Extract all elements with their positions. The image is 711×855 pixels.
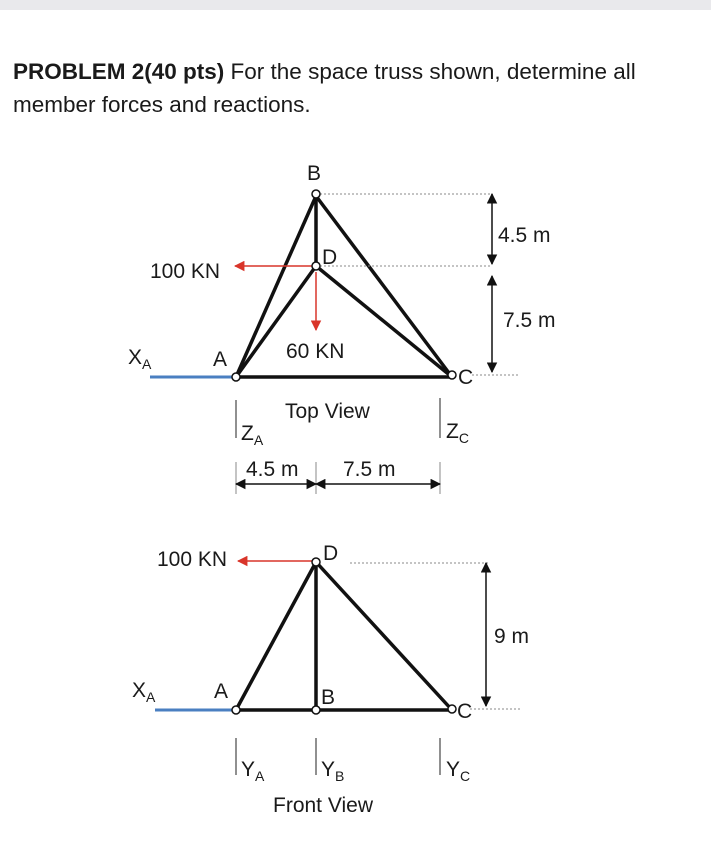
reaction-zc: $Z_C$ xyxy=(446,420,469,446)
reaction-yc: $Y_C$ xyxy=(446,758,471,784)
node-d-front xyxy=(312,558,320,566)
node-c-front xyxy=(448,705,456,713)
reaction-xa-front: $X_A$ xyxy=(132,679,156,705)
member-ad-front xyxy=(236,562,316,710)
label-a-front: A xyxy=(214,680,229,703)
top-view xyxy=(128,162,556,494)
label-b-front: B xyxy=(321,686,336,709)
caption-top-view: Top View xyxy=(285,400,370,423)
node-b-front xyxy=(312,706,320,714)
reaction-ya: $Y_A$ xyxy=(241,758,265,784)
reaction-za: $Z_A$ xyxy=(241,422,264,448)
dim-4-5m-horizontal: 4.5 m xyxy=(246,458,299,481)
dim-7-5m-horizontal: 7.5 m xyxy=(343,458,396,481)
force-100kn-label-top: 100 KN xyxy=(150,260,221,283)
label-c-front: C xyxy=(457,700,473,723)
reaction-yb: $Y_B$ xyxy=(321,758,345,784)
node-a-top xyxy=(232,373,240,381)
node-b-top xyxy=(312,190,320,198)
force-60kn-label: 60 KN xyxy=(286,340,345,363)
node-d-top xyxy=(312,262,320,270)
label-d-top: D xyxy=(322,246,338,269)
reaction-xa-top: $X_A$ xyxy=(128,346,152,372)
problem-text: For the space truss shown, determine all member forces and reactions. xyxy=(13,59,636,117)
node-a-front xyxy=(232,706,240,714)
caption-front-view: Front View xyxy=(273,794,373,817)
problem-label: PROBLEM 2(40 pts) xyxy=(13,59,225,84)
force-100kn-label-front: 100 KN xyxy=(157,548,228,571)
dim-7-5m-vertical: 7.5 m xyxy=(503,309,556,332)
label-b-top: B xyxy=(307,162,322,185)
front-view xyxy=(132,542,529,817)
label-d-front: D xyxy=(323,542,339,565)
dim-9m: 9 m xyxy=(494,625,530,648)
label-a-top: A xyxy=(213,348,228,371)
member-dc-front xyxy=(316,562,452,710)
node-c-top xyxy=(448,371,456,379)
label-c-top: C xyxy=(458,366,474,389)
dim-4-5m-vertical: 4.5 m xyxy=(498,224,551,247)
